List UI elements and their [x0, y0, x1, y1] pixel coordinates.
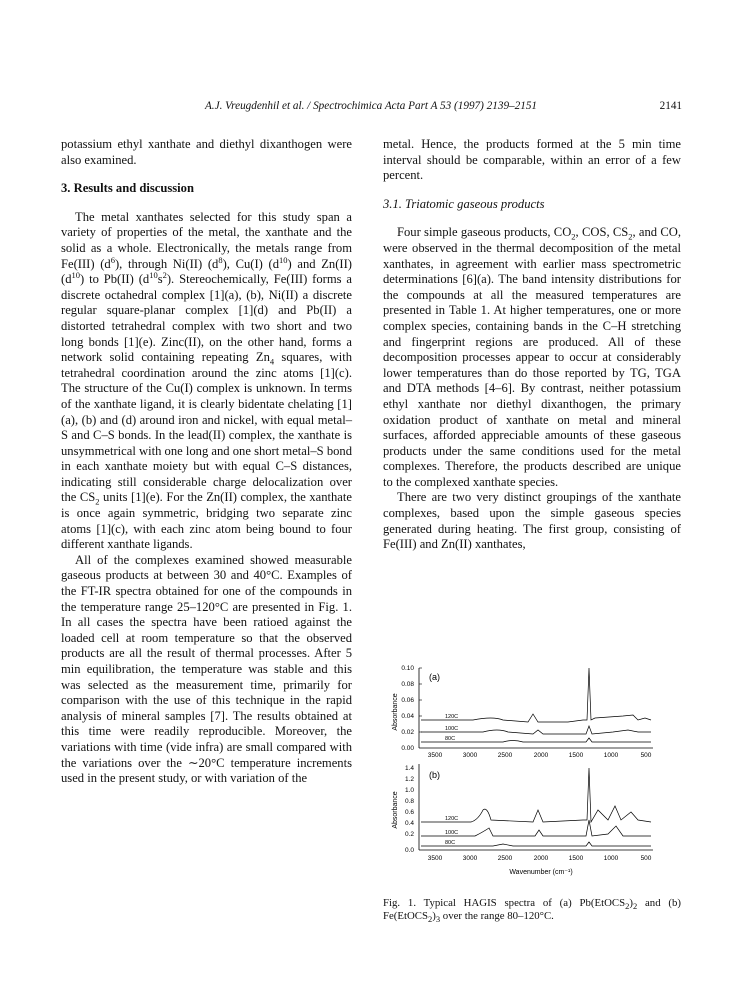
- paragraph: potassium ethyl xanthate and diethyl dixanthogen were also examined.: [61, 137, 352, 167]
- x-tick: 2000: [533, 752, 549, 759]
- y-axis-label: Absorbance: [392, 791, 399, 829]
- paragraph: Four simple gaseous products, $CO_2$, COS, $CS_2$, and CO, were observed in the thermal decomposition of the metal xanthates, in agreement with earlier mass spectrometric determinations [6](a). The band intensity distributions for the compounds at all the measured temperatures are presented in Table 1. At higher temperatures, one or more complex species, containing bands in the C–H stretching and fingerprint regions are produced. All of these decomposition processes appear to occur at considerably lower temperatures than do those reported by TG, TGA and DTA methods [4–6]. By contrast, neither potassium ethyl xanthate nor diethyl dixanthogen, the primary oxidation product of xanthate on metal and mineral surfaces, afforded appreciable amounts of these gaseous products under the same conditions used for the metal complexes. Therefore, the products described are unique to the complexed xanthate species.: [383, 225, 682, 489]
- y-tick: 1.2: [404, 776, 414, 783]
- paragraph: All of the complexes examined showed measurable gaseous products at between 30 and 40°C. Examples of the FT-IR spectra obtained for one of the compounds in the temperature range 25–120°C are presented in Fig. 1. In all cases the spectra have been ratioed against the loaded cell at room temperature so that the observed products are all the result of thermal processes. After 5 min equilibration, the temperature was stable and this was selected as the measurement time, primarily for comparison with the use of this technique in the rapid analysis of mineral samples [7]. The results obtained at this time were readily reproducible. Moreover, the variations with time (vide infra) are small compared with the variations over the ∼20°C temperature increments used in the present study, or with variation of the: [61, 552, 352, 786]
- section-heading: 3. Results and discussion: [61, 181, 194, 196]
- y-tick: 0.0: [404, 847, 414, 854]
- panel-a-label: (a): [429, 672, 440, 682]
- paragraph: There are two very distinct groupings of the xanthate complexes, based upon the simple gaseous species generated during heating. The first group, consisting of Fe(III) and Zn(II) xanthates,: [383, 490, 681, 552]
- x-tick: 1000: [603, 855, 619, 862]
- page-number: 2141: [659, 100, 682, 112]
- x-tick: 1500: [568, 752, 584, 759]
- running-head: A.J. Vreugdenhil et al. / Spectrochimica Acta Part A 53 (1997) 2139–2151: [204, 100, 538, 112]
- x-tick: 500: [640, 752, 652, 759]
- x-tick: 1000: [603, 752, 619, 759]
- figure-1: [383, 660, 681, 878]
- x-tick: 3500: [427, 855, 443, 862]
- page-header: [60, 100, 682, 116]
- y-tick: 0.02: [401, 729, 414, 736]
- paragraph: The metal xanthates selected for this study span a variety of properties of the metal, the xanthate and the solid as a whole. Electronically, the metals range from Fe(III) $(d^6)$, through Ni(II) $(d^8)$, Cu(I) $(d^{10})$ and Zn(II) $(d^{10})$ to Pb(II) $(d^{10}s^2)$. Stereochemically, Fe(III) forms a discrete octahedral complex [1](a), (b), Ni(II) a discrete regular square-planar complex [1](d) and Pb(II) a distorted tetrahedral complex with two short and two long bonds [1](e). Zinc(II), on the other hand, forms a network solid containing repeating $Zn_4$ squares, with tetrahedral coordination around the zinc atoms [1](c). The structure of the Cu(I) complex is unknown. In terms of the xanthate ligand, it is clearly bidentate chelating [1](a), (b) and (d) around iron and nickel, with equal metal–S and C–S bonds. In the lead(II) complex, the xanthate is unsymmetrical with one long and one short metal–S bond in each xanthate moiety but with equal C–S distances, indicating still considerable charge delocalization over the $CS_2$ units [1](e). For the Zn(II) complex, the xanthate is once again symmetric, bridging two separate zinc atoms [1](c), with each zinc atom being bound to four different xanthate ligands.: [61, 209, 353, 552]
- y-axis-label: Absorbance: [392, 693, 399, 731]
- y-tick: 0.4: [404, 820, 414, 827]
- x-tick: 2500: [497, 855, 513, 862]
- y-tick: 1.0: [404, 787, 414, 794]
- trace-label: 80C: [445, 840, 456, 846]
- y-tick: 0.6: [404, 809, 414, 816]
- x-axis-label: Wavenumber (cm⁻¹): [509, 869, 573, 876]
- panel-a: [401, 665, 653, 759]
- y-tick: 0.06: [401, 697, 414, 704]
- trace-label: 120C: [445, 714, 459, 720]
- trace-label: 120C: [445, 816, 459, 822]
- x-tick: 3500: [427, 752, 443, 759]
- spectra-figure: [383, 660, 681, 878]
- x-tick: 2500: [497, 752, 513, 759]
- x-tick: 3000: [462, 752, 478, 759]
- subsection-heading: 3.1. Triatomic gaseous products: [383, 196, 545, 211]
- paragraph: metal. Hence, the products formed at the 5 min time interval should be comparable, within an error of a few percent.: [383, 137, 681, 183]
- y-tick: 0.04: [401, 713, 414, 720]
- x-tick: 500: [640, 855, 652, 862]
- trace-label: 100C: [445, 726, 459, 732]
- y-tick: 1.4: [404, 765, 414, 772]
- right-column: [383, 137, 681, 553]
- y-tick: 0.10: [401, 665, 414, 672]
- x-tick: 1500: [568, 855, 584, 862]
- y-tick: 0.08: [401, 681, 414, 688]
- y-tick: 0.8: [404, 798, 414, 805]
- trace-label: 80C: [445, 736, 456, 742]
- x-tick: 2000: [533, 855, 549, 862]
- left-column: [61, 137, 352, 787]
- y-tick: 0.00: [401, 745, 414, 752]
- panel-b-label: (b): [429, 770, 440, 780]
- x-tick: 3000: [462, 855, 478, 862]
- panel-b: [405, 764, 653, 862]
- trace-label: 100C: [445, 830, 459, 836]
- figure-caption: Fig. 1. Typical HAGIS spectra of (a) $Pb(EtOCS_2)_2$ and (b) $Fe(EtOCS_2)_3$ over the range 80–120°C.: [383, 897, 681, 925]
- y-tick: 0.2: [404, 831, 414, 838]
